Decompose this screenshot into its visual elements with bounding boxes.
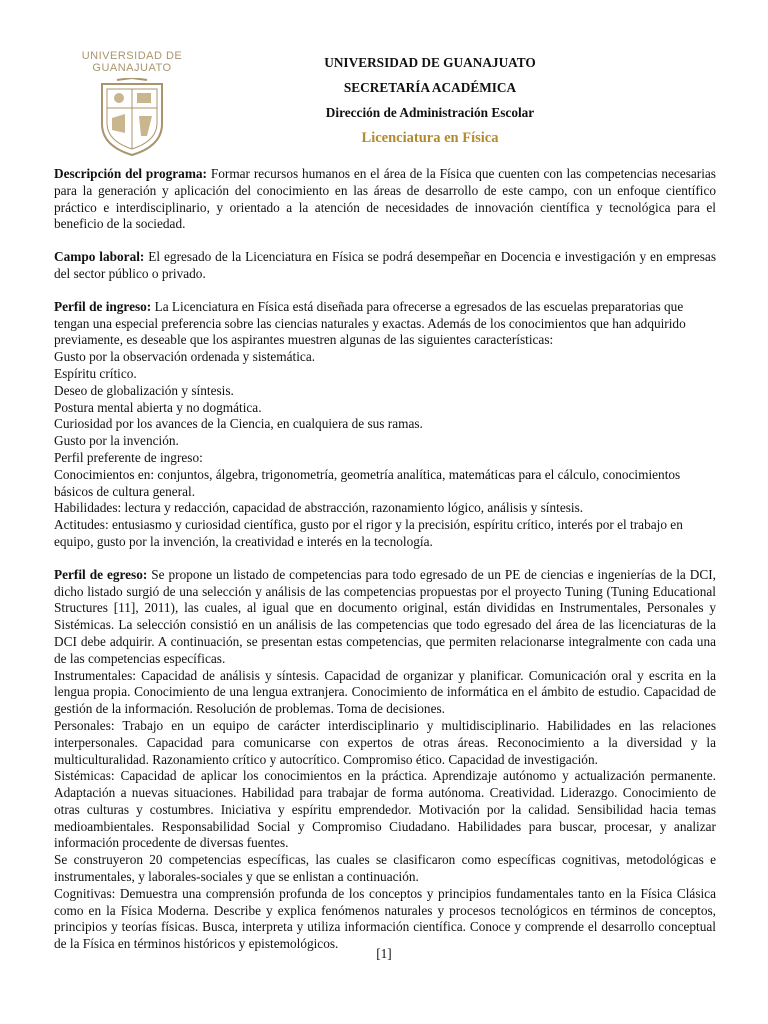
list-item: Espíritu crítico. xyxy=(54,365,137,381)
egreso-paragraph xyxy=(54,567,716,668)
ingreso-paragraph xyxy=(54,299,716,349)
egreso-personales: Personales: Trabajo en un equipo de carácter interdisciplinario y multidisciplinario. Habilidades en las relaciones interpersonales. Capacidad para comunicarse con expertos de otras áreas. Reconocimiento a la diversidad y la multiculturalidad. Razonamiento crítico y autocrítico. Compromiso ético. Capacidad de investigación. xyxy=(54,717,716,767)
university-seal-icon xyxy=(97,78,167,158)
list-item: Gusto por la invención. xyxy=(54,433,179,449)
campo-text: El egresado de la Licenciatura en Física se podrá desempeñar en Docencia e investigación y en empresas del sector público o privado. xyxy=(54,249,716,281)
campo-paragraph xyxy=(54,249,716,283)
egreso-especificas: Se construyeron 20 competencias específicas, las cuales se clasificaron como específicas cognitivas, metodológicas e instrumentales, y laborales-sociales y que se enlistan a continuación. xyxy=(54,852,716,885)
list-item: Habilidades: lectura y redacción, capacidad de abstracción, razonamiento lógico, análisis y síntesis. xyxy=(54,500,584,516)
header-university: UNIVERSIDAD DE GUANAJUATO xyxy=(324,55,536,70)
ingreso-label: Perfil de ingreso: xyxy=(54,298,152,314)
page-number: [1] xyxy=(376,946,392,961)
header-direccion: Dirección de Administración Escolar xyxy=(325,105,535,120)
list-item: Postura mental abierta y no dogmática. xyxy=(54,399,262,415)
egreso-cognitivas: Cognitivas: Demuestra una comprensión profunda de los conceptos y principios fundamentales tanto en la Física Clásica como en la Física Moderna. Describe y explica fenómenos naturales y procesos tecnológicos en términos de conceptos, principios y teorías físicas. Busca, interpreta y utiliza información científica. Conoce y comprende el desarrollo conceptual de la Física en términos históricos y epistemológicos. xyxy=(54,885,716,952)
egreso-instrumentales: Instrumentales: Capacidad de análisis y síntesis. Capacidad de organizar y planificar. Comunicación oral y escrita en la lengua propia. Conocimiento de una lengua extranjera. Conocimiento de informática en el ámbito de estudio. Capacidad de gestión de la información. Resolución de problemas. Toma de decisiones. xyxy=(54,667,716,717)
university-logo xyxy=(72,50,192,160)
document-header xyxy=(230,55,630,147)
descripcion-paragraph xyxy=(54,166,716,233)
list-item: Perfil preferente de ingreso: xyxy=(54,449,203,465)
program-title: Licenciatura en Física xyxy=(361,130,499,146)
header-secretaria: SECRETARÍA ACADÉMICA xyxy=(343,80,517,95)
list-item: Conocimientos en: conjuntos, álgebra, trigonometría, geometría analítica, matemáticas para el cálculo, conocimientos básicos de cultura general. xyxy=(54,466,681,499)
list-item: Curiosidad por los avances de la Ciencia, en cualquiera de sus ramas. xyxy=(54,416,423,432)
logo-line-1: UNIVERSIDAD DE xyxy=(81,50,183,62)
egreso-sistemicas: Sistémicas: Capacidad de aplicar los conocimientos en la práctica. Aprendizaje autónomo y actualización permanente. Adaptación a nuevas situaciones. Habilidad para trabajar de forma autónoma. Creatividad. Liderazgo. Conocimiento de otras culturas y costumbres. Iniciativa y espíritu emprendedor. Motivación por la calidad. Sensibilidad hacia temas medioambientales. Responsabilidad Social y Compromiso Ciudadano. Habilidades para buscar, procesar, y analizar información procedente de diversas fuentes. xyxy=(54,768,716,851)
document-body xyxy=(54,166,716,953)
campo-label: Campo laboral: xyxy=(54,249,145,265)
descripcion-label: Descripción del programa: xyxy=(54,166,207,181)
egreso-label: Perfil de egreso: xyxy=(54,566,148,582)
logo-line-2: GUANAJUATO xyxy=(92,62,172,74)
descripcion-text: Formar recursos humanos en el área de la Física que cuenten con las competencias necesarias para la generación y aplicación del conocimiento en las áreas de desarrollo de este campo, con un enfoque científico práctico e interdisciplinario, y orientado a la atención de necesidades de innovación científica y tecnológica para el beneficio de la sociedad. xyxy=(54,166,716,232)
egreso-text: Se propone un listado de competencias para todo egresado de un PE de ciencias e ingenierías de la DCI, dicho listado surgió de una selección y análisis de las competencias propuestas por el proyecto Tuning (Tuning Educational Structures [11], 2011), las cuales, al igual que en documento original, están divididas en Instrumentales, Personales y Sistémicas. La selección consistió en un análisis de las competencias que todo egresado del área de las licenciaturas de la DCI debe adquirir. A continuación, se presentan estas competencias, que permiten relacionarse integralmente con cada una de las competencias específicas. xyxy=(54,566,716,666)
ingreso-text: La Licenciatura en Física está diseñada para ofrecerse a egresados de las escuelas preparatorias que tengan una especial preferencia sobre las ciencias naturales y exactas. Además de los conocimientos que han adquirido previamente, es deseable que los aspirantes muestren algunas de las siguientes características: xyxy=(54,298,686,348)
list-item: Deseo de globalización y síntesis. xyxy=(54,382,234,398)
list-item: Gusto por la observación ordenada y sistemática. xyxy=(54,349,316,365)
list-item: Actitudes: entusiasmo y curiosidad científica, gusto por el rigor y la precisión, espíritu crítico, interés por el trabajo en equipo, gusto por la invención, la creatividad e interés en la tecnología. xyxy=(54,517,683,549)
